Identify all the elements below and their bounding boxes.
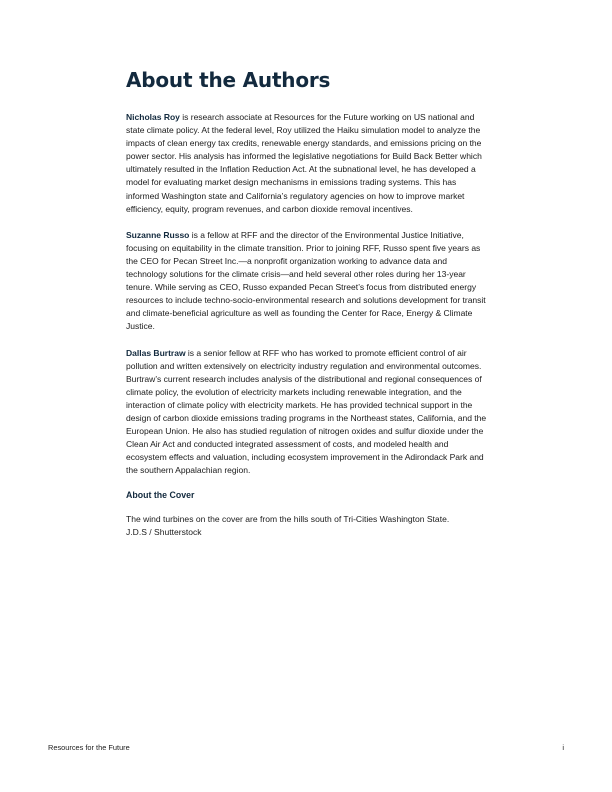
cover-description <box>126 513 488 538</box>
footer-organization: Resources for the Future <box>48 743 130 752</box>
main-content <box>126 68 488 539</box>
cover-section-heading: About the Cover <box>126 490 195 501</box>
author-bio-roy <box>126 111 488 216</box>
author-name: Suzanne Russo <box>126 229 190 240</box>
author-name: Dallas Burtraw <box>126 347 186 358</box>
cover-description-text: The wind turbines on the cover are from the hills south of Tri-Cities Washington State. <box>126 514 450 525</box>
page-title: About the Authors <box>126 68 331 92</box>
author-bio-russo <box>126 229 488 334</box>
author-name: Nicholas Roy <box>126 112 180 122</box>
author-bio-text: is research associate at Resources for the Future working on US national and state climate policy. At the federal level, Roy utilized the Haiku simulation model to analyze the impacts of clean energy tax credits, renewable energy standards, and emissions pricing on the power sector. His analysis has informed the legislative negotiations for Build Back Better which ultimately resulted in the Inflation Reduction Act. At the subnational level, he has developed a model for evaluating market design mechanisms in emissions trading systems. This has informed Washington state and California’s regulatory agencies on how to improve market efficiency, equity, program revenues, and carbon dioxide removal incentives. <box>126 112 482 214</box>
photo-credit: J.D.S / Shutterstock <box>126 527 202 538</box>
author-bio-burtraw <box>126 347 488 478</box>
footer-page-number: i <box>562 743 564 752</box>
author-bio-text: is a fellow at RFF and the director of the Environmental Justice Initiative, focusing on equitability in the climate transition. Prior to joining RFF, Russo spent five years as the CEO for Pecan Street Inc.—a nonprofit organization working to advance data and technology solutions for the climate crisis—and held several other roles during her 13-year tenure. While serving as CEO, Russo expanded Pecan Street’s focus from distributed energy resources to include techno-socio-environmental research and solutions development for transit and climate-beneficial agriculture as well as founding the Center for Race, Energy & Climate Justice. <box>126 229 486 332</box>
author-bio-text: is a senior fellow at RFF who has worked to promote efficient control of air pollution and written extensively on electricity industry regulation and environmental outcomes. Burtraw’s current research includes analysis of the distributional and regional consequences of climate policy, the evolution of electricity markets including renewable integration, and the interaction of climate policy with electricity markets. He has provided technical support in the design of carbon dioxide emissions trading programs in the Northeast states, California, and the European Union. He also has studied regulation of nitrogen oxides and sulfur dioxide under the Clean Air Act and conducted integrated assessment of costs, and modeled health and ecosystem effects and valuation, including ecosystem improvement in the Adirondack Park and the southern Appalachian region. <box>126 347 487 476</box>
